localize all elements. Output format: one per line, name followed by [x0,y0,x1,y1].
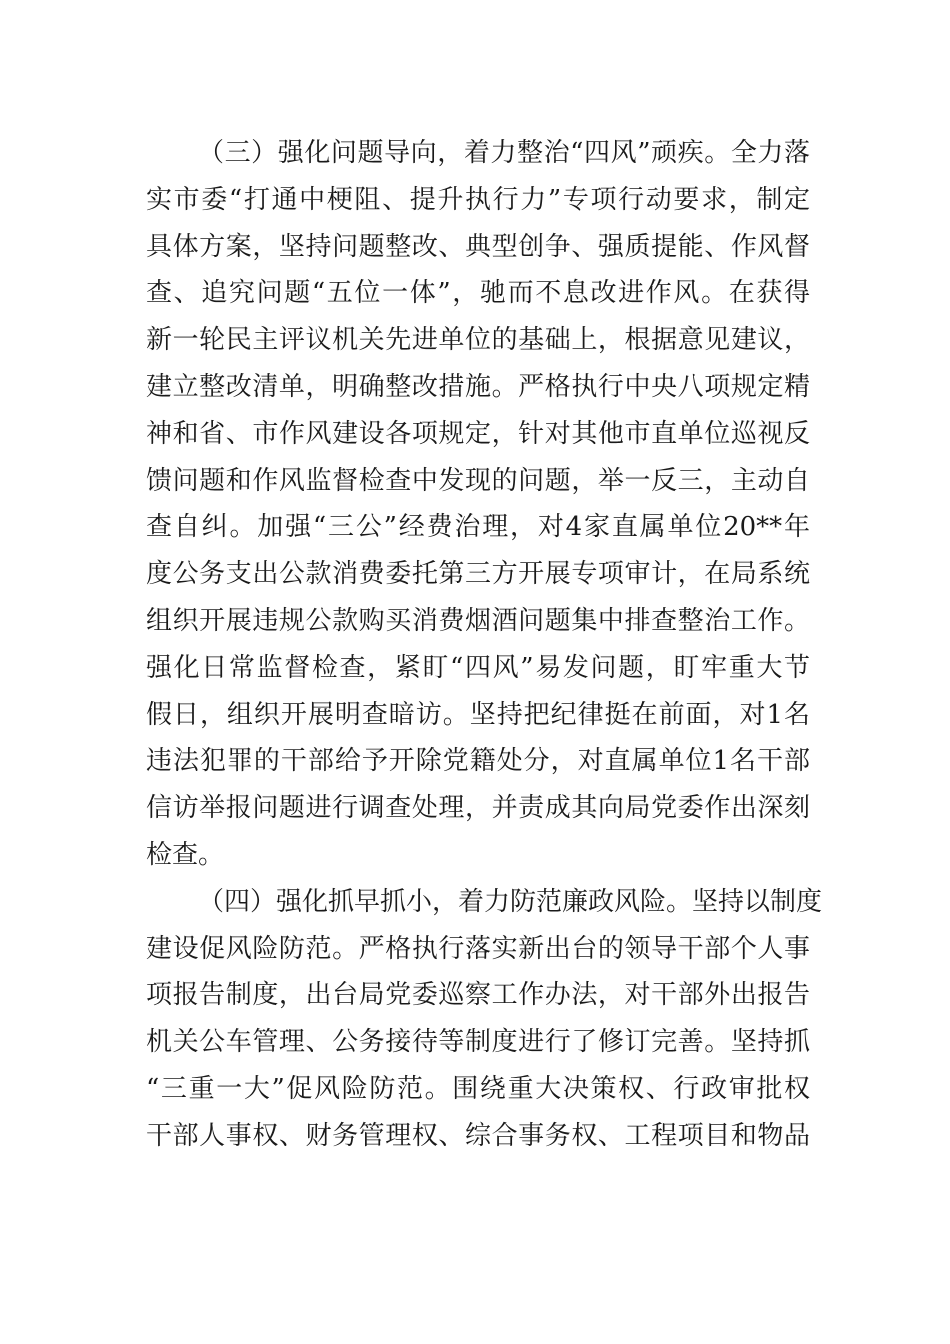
text-line: 强化日常监督检查，紧盯“四风”易发问题，盯牢重大节 [146,652,810,683]
text-line: 新一轮民主评议机关先进单位的基础上，根据意见建议， [146,325,810,356]
text-line: 馈问题和作风监督检查中发现的问题，举一反三，主动自 [146,465,810,496]
paragraph-4 [146,879,823,1160]
text-line: 查、追究问题“五位一体”，驰而不息改进作风。在获得 [146,278,810,309]
text-line: 查自纠。加强“三公”经费治理，对4家直属单位20**年 [146,512,810,543]
text-line: 违法犯罪的干部给予开除党籍处分，对直属单位1名干部 [146,746,810,777]
text-line: 信访举报问题进行调查处理，并责成其向局党委作出深刻 [146,793,810,824]
text-line: 机关公车管理、公务接待等制度进行了修订完善。坚持抓 [146,1027,810,1058]
document-body [146,130,823,1160]
text-line: “三重一大”促风险防范。围绕重大决策权、行政审批权 [146,1073,810,1104]
text-line: 检查。 [146,839,225,870]
text-line: 组织开展违规公款购买消费烟酒问题集中排查整治工作。 [146,605,810,636]
text-line: 度公务支出公款消费委托第三方开展专项审计，在局系统 [146,559,810,590]
text-line: 项报告制度，出台局党委巡察工作办法，对干部外出报告 [146,980,810,1011]
paragraph-3 [146,130,810,879]
text-line: （四）强化抓早抓小，着力防范廉政风险。坚持以制度 [198,886,823,917]
text-line: 假日，组织开展明查暗访。坚持把纪律挺在前面，对1名 [146,699,810,730]
text-line: 干部人事权、财务管理权、综合事务权、工程项目和物品 [146,1120,810,1151]
text-line: （三）强化问题导向，着力整治“四风”顽疾。全力落 [198,138,810,168]
text-line: 建设促风险防范。严格执行落实新出台的领导干部个人事 [146,933,810,964]
text-line: 建立整改清单，明确整改措施。严格执行中央八项规定精 [146,371,810,402]
text-line: 神和省、市作风建设各项规定，针对其他市直单位巡视反 [146,418,810,449]
text-line: 实市委“打通中梗阻、提升执行力”专项行动要求，制定 [146,184,810,215]
text-line: 具体方案，坚持问题整改、典型创争、强质提能、作风督 [146,231,810,262]
